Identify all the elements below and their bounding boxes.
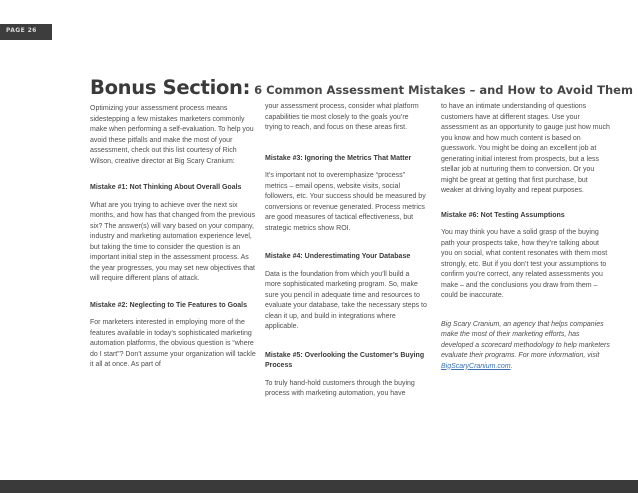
page-number-label: PAGE 26 — [6, 27, 37, 34]
mistake-3-body: It’s important not to overemphasize “process” metrics – email opens, website visits, social followers, etc. Your success should be measured by conversions or revenue generated. Process metrics are good measures of tactical effectiveness, but strategic metrics show ROI. — [265, 172, 426, 232]
mistake-3-heading: Mistake #3: Ignoring the Metrics That Matter — [265, 154, 412, 162]
section-title-subtitle: 6 Common Assessment Mistakes – and How to Avoid Them — [254, 83, 633, 97]
website-link[interactable]: BigScaryCranium.com — [441, 362, 511, 370]
mistake-2-body-continued: your assessment process, consider what platform capabilities tie most closely to the goals you’re trying to reach, and focus on these areas first. — [265, 103, 419, 131]
mistake-4-heading: Mistake #4: Underestimating Your Database — [265, 253, 411, 260]
mistake-2-body: For marketers interested in employing more of the features available in today’s sophisticated marketing automation platforms, the obvious question is “where do I start”? Don’t assume your organization will tackle it all at once. As part of — [90, 319, 256, 368]
section-title-lead: Bonus Section: — [90, 76, 251, 99]
mistake-6-heading: Mistake #6: Not Testing Assumptions — [441, 211, 565, 219]
closing-note-end: . — [510, 362, 513, 370]
text-column-1 — [90, 102, 257, 371]
mistake-6-body: You may think you have a solid grasp of the buying path your prospects take, how they’re talking about you on social, what content resonates with them most strongly, etc. But if you don’t test your assumptions to confirm you’re correct, any related assessments you make – and the conclusions you draw from them – could be inaccurate. — [441, 229, 608, 299]
closing-note-text: Big Scary Cranium, an agency that helps companies make the most of their marketing efforts, has developed a scorecard methodology to help marketers evaluate their programs. For more information, visit — [441, 320, 610, 359]
intro-paragraph: Optimizing your assessment process means sidestepping a few mistakes marketers commonly make when performing a self-evaluation. To help you avoid these pitfalls and make the most of your assessment, check out this list courtesy of Rich Wilson, creative director at Big Scary Cranium: — [90, 105, 254, 165]
closing-note — [441, 320, 611, 373]
mistake-2-heading: Mistake #2: Neglecting to Tie Features to Goals — [90, 301, 248, 309]
mistake-4-body: Data is the foundation from which you’ll build a more sophisticated marketing program. So, make sure you pencil in adequate time and resources to evaluate your database, take the necessary steps to clean it up, and build in integrations where applicable. — [265, 270, 427, 330]
section-title — [90, 76, 633, 99]
text-column-2 — [265, 102, 427, 400]
mistake-5-body: To truly hand-hold customers through the buying process with marketing automation, you have — [265, 379, 415, 397]
mistake-1-heading: Mistake #1: Not Thinking About Overall Goals — [90, 184, 242, 191]
mistake-5-heading: Mistake #5: Overlooking the Customer’s Buying Process — [265, 351, 425, 369]
mistake-1-body: What are you trying to achieve over the next six months, and how has that changed from the previous six? The answer(s) will vary based on your company, industry and marketing automation experience level, but taking the time to consider the question is an important initial step in the assessment process. As the year progresses, you may set new objectives that will require different plans of attack. — [90, 201, 255, 282]
mistake-5-body-continued: to have an intimate understanding of questions customers have at different stages. Use your assessment as an opportunity to gauge just how much you know and how much content is based on guesswork. You might be doing an excellent job at generating initial interest from prospects, but a less stellar job at nurturing them to conversion. Or you might be great at getting that first purchase, but weaker at driving loyalty and repeat purposes. — [441, 103, 610, 194]
text-column-3 — [441, 102, 611, 372]
footer-bar — [0, 480, 638, 493]
page-number-tab — [0, 24, 52, 40]
